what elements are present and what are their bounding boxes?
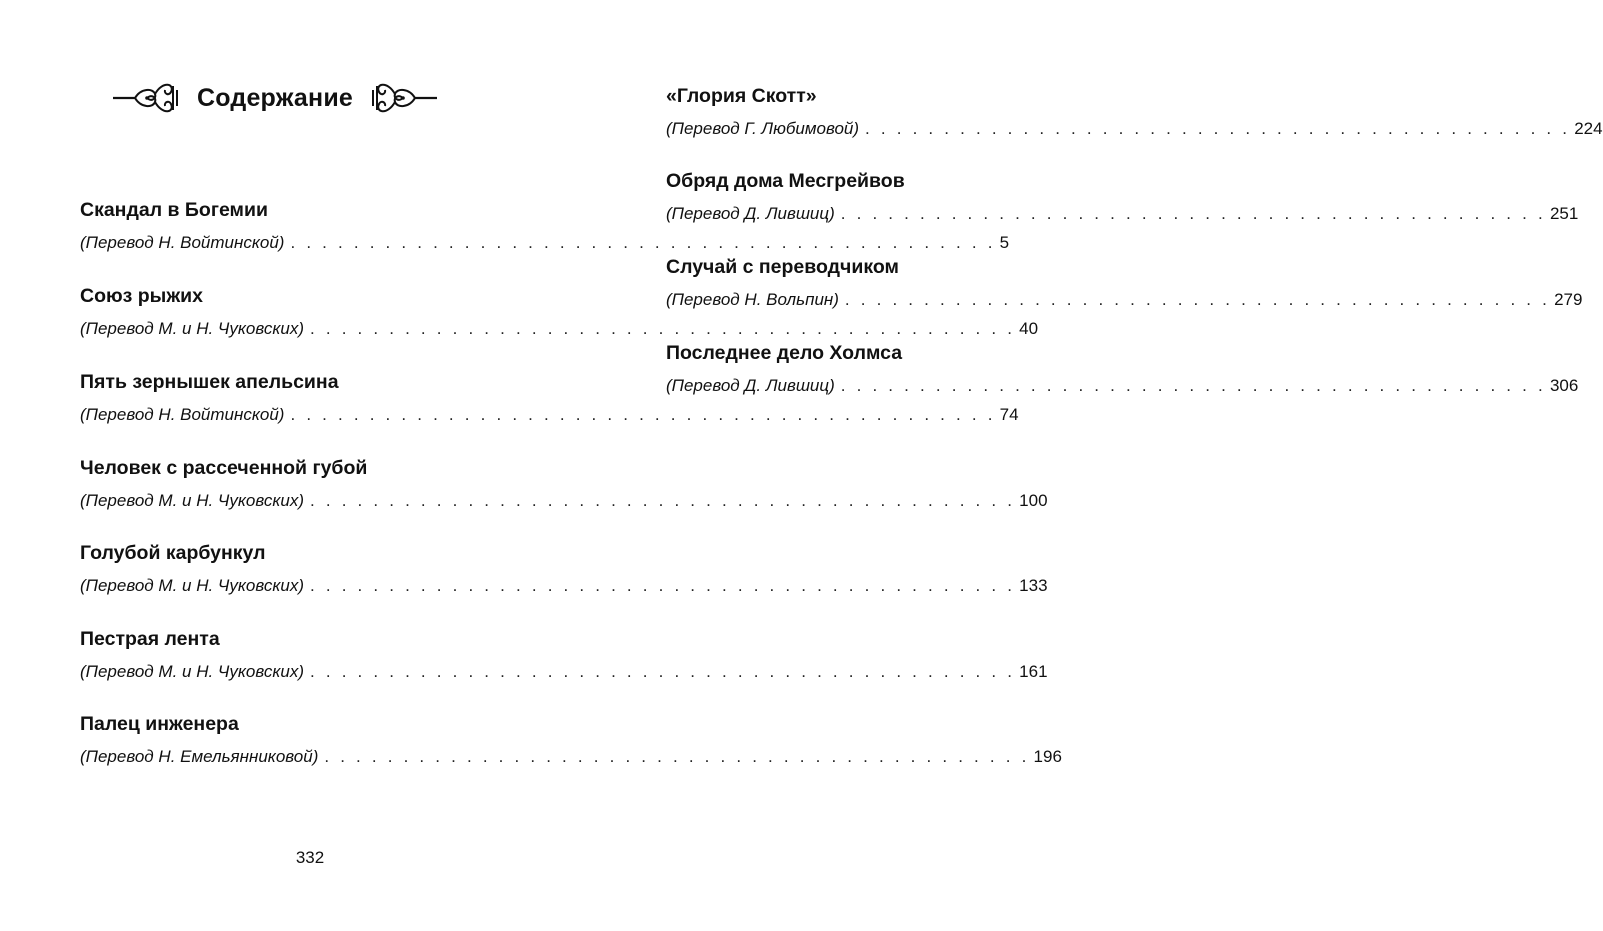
entry-title: Человек с рассеченной губой [80, 457, 368, 479]
left-flourish-icon [111, 76, 181, 120]
page-number: 74 [999, 405, 1019, 424]
toc-entry [80, 541, 1048, 597]
dot-leader: . . . . . . . . . . . . . . . . . . . . . . . . . . . . . . . . . . . . . . . . . . . . . [310, 319, 1016, 338]
dot-leader: . . . . . . . . . . . . . . . . . . . . . . . . . . . . . . . . . . . . . . . . . . . . . [310, 576, 1016, 595]
entry-title: Пестрая лента [80, 628, 220, 650]
page-title: Содержание [196, 83, 354, 112]
translator: (Перевод Н. Войтинской) [80, 233, 285, 252]
translator: (Перевод Н. Войтинской) [80, 405, 285, 424]
toc-entry [80, 712, 1062, 768]
dot-leader: . . . . . . . . . . . . . . . . . . . . . . . . . . . . . . . . . . . . . . . . . . . . . [290, 405, 996, 424]
page-number: 133 [1019, 576, 1048, 595]
toc-entry [666, 341, 1579, 397]
entry-title: Союз рыжих [80, 285, 203, 307]
entry-title: Случай с переводчиком [666, 256, 899, 278]
page-number: 251 [1549, 204, 1579, 223]
entry-line [80, 232, 1010, 254]
page-number: 279 [1554, 290, 1583, 309]
dot-leader: . . . . . . . . . . . . . . . . . . . . . . . . . . . . . . . . . . . . . . . . . . . . . [844, 290, 1551, 309]
entry-line [80, 318, 1039, 340]
entry-line [666, 289, 1583, 311]
page-number: 5 [999, 233, 1010, 252]
dot-leader: . . . . . . . . . . . . . . . . . . . . . . . . . . . . . . . . . . . . . . . . . . . . . [310, 491, 1016, 510]
dot-leader: . . . . . . . . . . . . . . . . . . . . . . . . . . . . . . . . . . . . . . . . . . . . . [324, 747, 1030, 766]
page-number: 196 [1033, 747, 1062, 766]
page-number: 306 [1549, 376, 1579, 395]
toc-entry [666, 84, 1603, 140]
entry-title: «Глория Скотт» [666, 85, 817, 107]
entry-line [666, 203, 1579, 225]
entry-line [80, 661, 1048, 683]
dot-leader: . . . . . . . . . . . . . . . . . . . . . . . . . . . . . . . . . . . . . . . . . . . . . [310, 662, 1016, 681]
dot-leader: . . . . . . . . . . . . . . . . . . . . . . . . . . . . . . . . . . . . . . . . . . . . . [840, 376, 1546, 395]
toc-entry [666, 255, 1583, 311]
page-number: 40 [1019, 319, 1039, 338]
translator: (Перевод Н. Емельянниковой) [80, 747, 319, 766]
page-folio: 332 [295, 848, 325, 867]
entry-title: Скандал в Богемии [80, 199, 268, 221]
dot-leader: . . . . . . . . . . . . . . . . . . . . . . . . . . . . . . . . . . . . . . . . . . . . . [865, 119, 1571, 138]
dot-leader: . . . . . . . . . . . . . . . . . . . . . . . . . . . . . . . . . . . . . . . . . . . . . [840, 204, 1546, 223]
entry-title: Палец инженера [80, 713, 239, 735]
entry-title: Голубой карбункул [80, 542, 266, 564]
entry-line [80, 575, 1048, 597]
entry-line [80, 746, 1062, 768]
translator: (Перевод М. и Н. Чуковских) [80, 662, 304, 681]
right-flourish-icon [369, 76, 439, 120]
entry-line [666, 375, 1579, 397]
contents-heading [80, 74, 470, 122]
page-number: 224 [1574, 119, 1603, 138]
translator: (Перевод Г. Любимовой) [666, 119, 860, 138]
entry-line [80, 404, 1019, 426]
entry-title: Последнее дело Холмса [666, 342, 903, 364]
toc-entry [666, 169, 1579, 225]
entry-title: Пять зернышек апельсина [80, 371, 339, 393]
entry-line [80, 490, 1048, 512]
translator: (Перевод Н. Вольпин) [666, 290, 839, 309]
translator: (Перевод Д. Лившиц) [666, 204, 835, 223]
dot-leader: . . . . . . . . . . . . . . . . . . . . . . . . . . . . . . . . . . . . . . . . . . . . . [290, 233, 996, 252]
translator: (Перевод Д. Лившиц) [666, 376, 835, 395]
page-number: 161 [1019, 662, 1048, 681]
translator: (Перевод М. и Н. Чуковских) [80, 576, 304, 595]
toc-entry [80, 456, 1048, 512]
toc-entry [80, 627, 1048, 683]
translator: (Перевод М. и Н. Чуковских) [80, 319, 304, 338]
entry-line [666, 118, 1603, 140]
entry-title: Обряд дома Месгрейвов [666, 170, 905, 192]
translator: (Перевод М. и Н. Чуковских) [80, 491, 304, 510]
page-number: 100 [1019, 491, 1048, 510]
